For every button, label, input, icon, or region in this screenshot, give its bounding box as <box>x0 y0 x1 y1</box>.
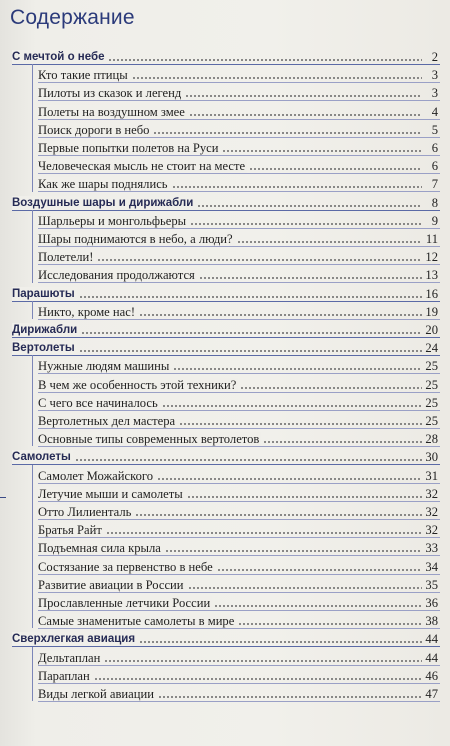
entry-title: Исследования продолжаются <box>38 268 195 283</box>
entry-title: Подъемная сила крыла <box>38 541 161 556</box>
toc-entry <box>38 64 438 82</box>
entry-title: Нужные людям машины <box>38 359 170 374</box>
toc-entry <box>38 519 438 537</box>
page-number: 6 <box>431 159 438 174</box>
page-number: 44 <box>425 650 438 665</box>
toc-entry <box>38 647 438 665</box>
entry-title: Никто, кроме нас! <box>38 304 136 319</box>
entry-title: Отто Лилиенталь <box>38 505 132 519</box>
page-number: 32 <box>425 523 438 538</box>
toc-entry <box>38 101 438 119</box>
dot-leader <box>139 314 422 316</box>
dot-leader <box>97 259 422 261</box>
toc-entry <box>38 410 438 428</box>
toc-entry <box>38 428 438 446</box>
page-number: 33 <box>425 541 438 556</box>
toc-entry <box>38 574 438 592</box>
entry-title: Дельтаплан <box>38 650 101 665</box>
page-number: 7 <box>431 177 438 192</box>
toc-section-entry <box>12 283 438 301</box>
entry-title: Шары поднимаются в небо, а люди? <box>38 232 233 246</box>
page-number: 3 <box>431 86 438 101</box>
section-title: Воздушные шары и дирижабли <box>12 196 194 209</box>
toc-section-entry <box>12 628 438 646</box>
dot-leader <box>199 277 422 279</box>
entry-title: Вертолетных дел мастера <box>38 414 176 428</box>
dot-leader <box>187 496 422 498</box>
entry-title: Полеты на воздушном змее <box>38 104 185 119</box>
dot-leader <box>94 678 422 680</box>
entry-title: Полетели! <box>38 250 94 265</box>
page-number: 25 <box>425 377 438 392</box>
entry-title: Прославленные летчики России <box>38 596 211 610</box>
toc-entry <box>38 374 438 392</box>
dot-leader <box>189 114 422 116</box>
page-number: 4 <box>431 104 438 119</box>
toc-entry <box>38 119 438 137</box>
entry-title: Состязание за первенство в небе <box>38 559 213 574</box>
dot-leader <box>222 150 422 152</box>
page-number: 9 <box>431 213 438 228</box>
entry-title: Поиск дороги в небо <box>38 122 150 137</box>
dot-leader <box>190 223 422 225</box>
dot-leader <box>108 59 422 61</box>
toc-section-entry <box>12 446 438 464</box>
section-title: С мечтой о небе <box>12 51 105 63</box>
toc-section-entry <box>12 337 438 355</box>
entry-title: Человеческая мысль не стоит на месте <box>38 159 246 174</box>
page-number: 11 <box>425 232 438 246</box>
dot-leader <box>139 641 422 643</box>
section-title: Вертолеты <box>12 342 75 355</box>
entry-title: Виды легкой авиации <box>38 687 154 701</box>
toc-entry <box>38 228 438 246</box>
dot-leader <box>79 296 422 298</box>
section-bracket <box>32 64 33 191</box>
toc-entry <box>38 537 438 555</box>
dot-leader <box>240 387 422 389</box>
entry-title: Первые попытки полетов на Руси <box>38 141 219 155</box>
toc-entry <box>38 210 438 228</box>
page-number: 12 <box>425 250 438 265</box>
entry-title: Самые знаменитые самолеты в мире <box>38 614 235 629</box>
page-number: 25 <box>425 395 438 410</box>
entry-title: Кто такие птицы <box>38 68 128 83</box>
margin-mark <box>0 497 6 498</box>
toc-entry <box>38 392 438 410</box>
page-number: 25 <box>425 414 438 428</box>
dot-leader <box>214 605 422 607</box>
toc-entry <box>38 665 438 683</box>
section-bracket <box>32 647 33 702</box>
toc-entry <box>38 556 438 574</box>
toc-entry <box>38 246 438 264</box>
page-number: 30 <box>425 450 438 465</box>
section-bracket <box>32 355 33 446</box>
section-title: Самолеты <box>12 451 71 464</box>
page-number: 35 <box>425 577 438 592</box>
section-bracket <box>32 301 33 319</box>
dot-leader <box>153 132 422 134</box>
page-number: 24 <box>425 341 438 356</box>
toc-section-entry <box>12 319 438 337</box>
page-number: 46 <box>425 668 438 683</box>
entry-title: Летучие мыши и самолеты <box>38 486 183 501</box>
dot-leader <box>173 368 422 370</box>
dot-leader <box>165 550 422 552</box>
toc-entry <box>38 137 438 155</box>
page-title: Содержание <box>10 6 135 29</box>
entry-title: Основные типы современных вертолетов <box>38 432 260 447</box>
toc-entry <box>38 301 438 319</box>
page-number: 32 <box>425 486 438 501</box>
dot-leader <box>135 514 422 516</box>
toc-entry <box>38 501 438 519</box>
entry-title: Шарльеры и монгольфьеры <box>38 213 187 228</box>
dot-leader <box>188 587 422 589</box>
row-underline <box>38 701 440 702</box>
page-number: 31 <box>425 468 438 483</box>
page-number: 28 <box>425 432 438 447</box>
dot-leader <box>238 623 422 625</box>
dot-leader <box>132 77 422 79</box>
dot-leader <box>81 332 422 334</box>
toc-entry <box>38 82 438 100</box>
dot-leader <box>185 95 422 97</box>
dot-leader <box>249 168 422 170</box>
section-title: Сверхлегкая авиация <box>12 633 136 646</box>
dot-leader <box>172 186 422 188</box>
toc-entry <box>38 610 438 628</box>
page-number: 19 <box>425 304 438 319</box>
page-number: 34 <box>425 559 438 574</box>
dot-leader <box>263 441 422 443</box>
entry-title: В чем же особенность этой техники? <box>38 377 237 392</box>
entry-title: Пилоты из сказок и легенд <box>38 86 182 101</box>
entry-title: Самолет Можайского <box>38 468 154 483</box>
toc-entry <box>38 155 438 173</box>
toc-section-entry <box>12 46 438 64</box>
toc-entry <box>38 355 438 373</box>
section-bracket <box>32 465 33 629</box>
dot-leader <box>104 660 422 662</box>
toc-entry <box>38 483 438 501</box>
page-number: 25 <box>425 359 438 374</box>
dot-leader <box>217 569 422 571</box>
page-number: 20 <box>425 323 438 337</box>
page-number: 32 <box>425 505 438 519</box>
page-number: 3 <box>431 68 438 83</box>
dot-leader <box>75 459 422 461</box>
page-number: 5 <box>431 122 438 137</box>
dot-leader <box>237 241 422 243</box>
dot-leader <box>79 350 422 352</box>
page-number: 38 <box>425 614 438 629</box>
entry-title: Развитие авиации в России <box>38 577 184 592</box>
page-number: 36 <box>425 596 438 610</box>
page-number: 2 <box>431 50 438 64</box>
page-number: 13 <box>425 268 438 283</box>
page-number: 8 <box>431 195 438 210</box>
section-bracket <box>32 210 33 283</box>
page-number: 44 <box>425 632 438 647</box>
page-number: 47 <box>425 687 438 701</box>
toc-entry <box>38 592 438 610</box>
dot-leader <box>197 205 422 207</box>
entry-title: Как же шары поднялись <box>38 177 168 192</box>
entry-title: Братья Райт <box>38 523 102 538</box>
dot-leader <box>158 696 422 698</box>
toc-entry <box>38 465 438 483</box>
dot-leader <box>162 405 422 407</box>
toc-entry <box>38 264 438 282</box>
page-number: 6 <box>431 141 438 155</box>
page-number: 16 <box>425 286 438 301</box>
dot-leader <box>179 423 422 425</box>
entry-title: С чего все начиналось <box>38 395 158 410</box>
toc-entry <box>38 173 438 191</box>
section-title: Парашюты <box>12 287 75 300</box>
dot-leader <box>157 478 422 480</box>
toc-entry <box>38 683 438 701</box>
dot-leader <box>106 532 422 534</box>
toc-section-entry <box>12 192 438 210</box>
section-title: Дирижабли <box>12 324 78 336</box>
entry-title: Параплан <box>38 668 90 683</box>
